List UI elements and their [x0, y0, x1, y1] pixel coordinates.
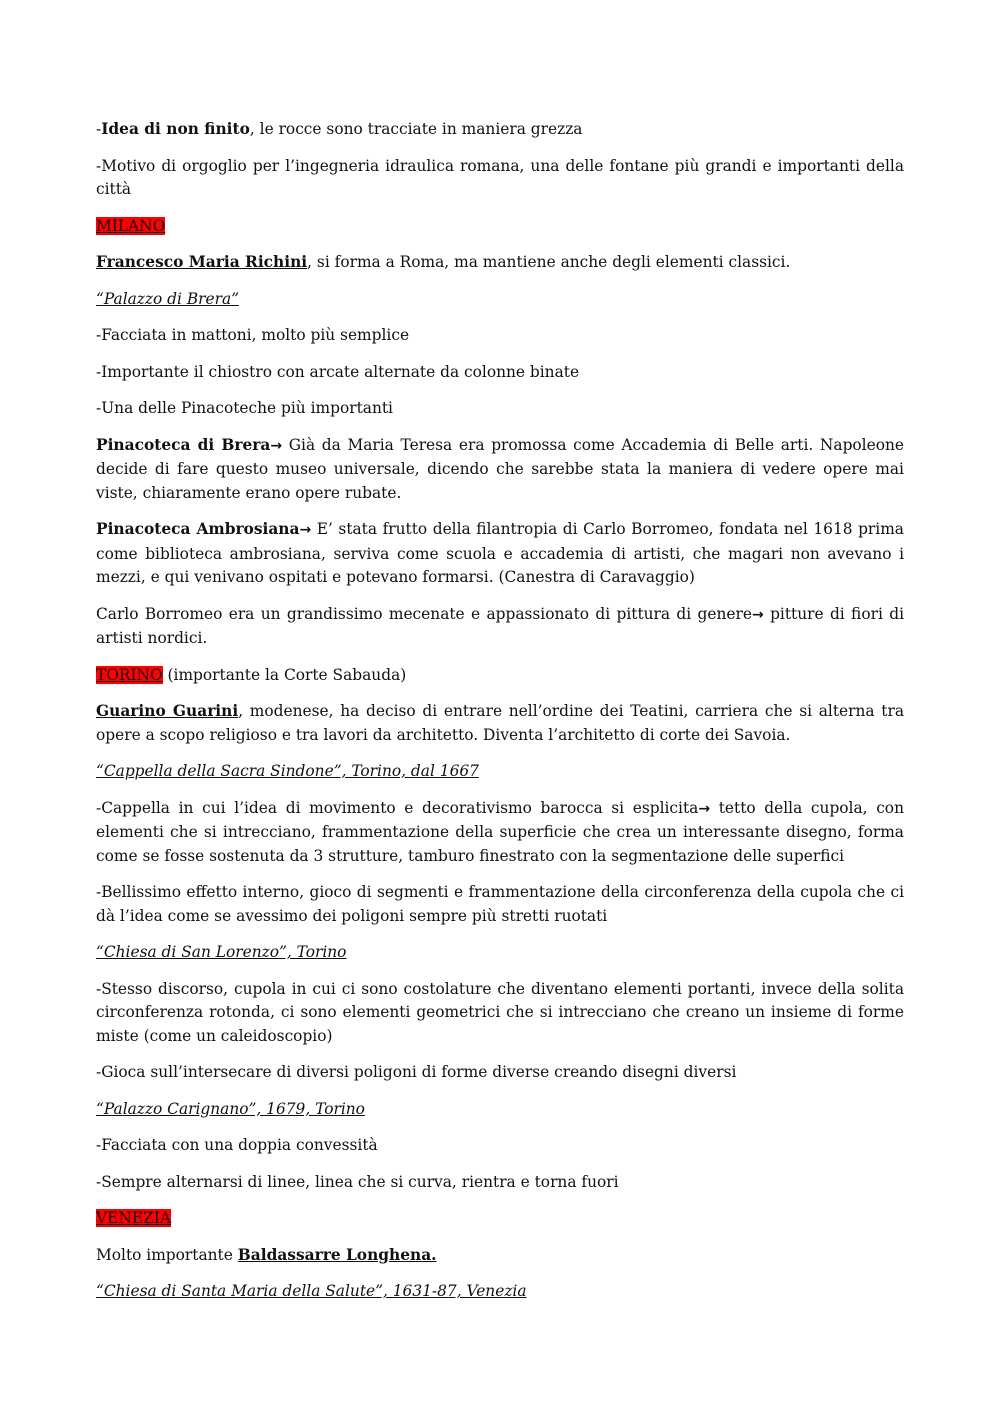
- paragraph-ingegneria: -Motivo di orgoglio per l’ingegneria idraulica romana, una delle fontane più grandi e importanti della città: [96, 156, 904, 198]
- paragraph-text: , le rocce sono tracciate in maniera grezza: [249, 120, 583, 138]
- paragraph-borromeo: [96, 603, 904, 651]
- bold-term: Pinacoteca Ambrosiana: [96, 520, 300, 538]
- paragraph-richini: [96, 251, 904, 275]
- highlighted-heading: MILANO: [96, 216, 166, 235]
- bullet-brera-2: -Importante il chiostro con arcate alternate da colonne binate: [96, 362, 580, 381]
- architect-name: Baldassarre Longhena.: [237, 1245, 437, 1264]
- bold-term: Pinacoteca di Brera: [96, 435, 271, 454]
- paragraph-text: , si forma a Roma, ma mantiene anche degli elementi classici.: [307, 253, 791, 271]
- bullet-carignano-2: -Sempre alternarsi di linee, linea che si curva, rientra e torna fuori: [96, 1172, 619, 1191]
- paragraph-text: Già da Maria Teresa era promossa come Accademia di Belle arti. Napoleone decide di fare questo museo universale, dicendo che sarebbe stata la maniera di vedere opere mai viste, chiaramente erano opere rubate.: [96, 435, 904, 502]
- paragraph-text: , modenese, ha deciso di entrare nell’ordine dei Teatini, carriera che si alterna tra opere a scopo religioso e tra lavori da architetto. Diventa l’architetto di corte dei Savoia.: [96, 702, 905, 744]
- paragraph-text: tetto della cupola, con elementi che si intrecciano, frammentazione della superficie che crea un interessante disegno, forma come se fosse sostenuta da 3 strutture, tamburo finestrato con la segmentazione delle superfici: [96, 798, 904, 865]
- paragraph-lorenzo-2: -Gioca sull’intersecare di diversi poligoni di forme diverse creando disegni diversi: [96, 1063, 737, 1081]
- paragraph-text: Molto importante: [96, 1245, 238, 1264]
- work-title: “Palazzo Carignano”, 1679, Torino: [96, 1099, 365, 1118]
- work-title-carignano: [96, 1098, 904, 1122]
- bold-term: Idea di non finito: [101, 120, 250, 138]
- arrow-right-icon: →: [698, 800, 711, 817]
- paragraph-text: E’ stata frutto della filantropia di Carlo Borromeo, fondata nel 1618 prima come biblioteca ambrosiana, serviva come scuola e accademia di artisti, che magari non avevano i mezzi, e qui venivano ospitati e potevano formarsi. (Canestra di Caravaggio): [96, 520, 904, 586]
- paragraph-sindone-2: -Bellissimo effetto interno, gioco di segmenti e frammentazione della circonferenza della cupola che ci dà l’idea come se avessimo dei poligoni sempre più stretti ruotati: [96, 883, 904, 925]
- work-title-sindone: [96, 760, 904, 784]
- section-heading-venezia: [96, 1207, 904, 1231]
- paragraph-longhena: [96, 1244, 904, 1268]
- arrow-right-icon: →: [752, 606, 764, 623]
- section-heading-milano: [96, 215, 904, 239]
- work-title: “Chiesa di San Lorenzo”, Torino: [96, 943, 347, 961]
- bullet-brera-1: -Facciata in mattoni, molto più semplice: [96, 326, 410, 344]
- section-heading-torino: [96, 664, 904, 688]
- paragraph-lorenzo-1: -Stesso discorso, cupola in cui ci sono costolature che diventano elementi portanti, invece della solita circonferenza rotonda, ci sono elementi geometrici che si intrecciano che creano un insieme di forme miste (come un caleidoscopio): [96, 979, 904, 1045]
- work-title-brera: [96, 288, 904, 312]
- work-title: “Chiesa di Santa Maria della Salute”, 1631-87, Venezia: [96, 1282, 527, 1300]
- paragraph-pinacoteca-ambrosiana: [96, 518, 904, 590]
- bullet-carignano-1: -Facciata con una doppia convessità: [96, 1136, 378, 1154]
- bullet-brera-3: -Una delle Pinacoteche più importanti: [96, 399, 393, 417]
- paragraph-guarini: [96, 700, 904, 747]
- arrow-right-icon: →: [299, 522, 312, 538]
- work-title-lorenzo: [96, 941, 904, 965]
- arrow-right-icon: →: [270, 437, 283, 454]
- work-title: “Palazzo di Brera”: [96, 289, 240, 308]
- highlighted-heading: TORINO: [96, 665, 163, 684]
- heading-note: (importante la Corte Sabauda): [162, 665, 407, 684]
- architect-name: Guarino Guarini: [96, 702, 239, 720]
- paragraph-sindone-1: [96, 797, 904, 869]
- work-title: “Cappella della Sacra Sindone”, Torino, dal 1667: [96, 762, 479, 780]
- highlighted-heading: VENEZIA: [96, 1209, 171, 1227]
- paragraph-pinacoteca-brera: [96, 434, 904, 506]
- work-title-salute: [96, 1280, 904, 1304]
- paragraph-text: pitture di fiori di artisti nordici.: [96, 604, 904, 647]
- paragraph-text: Carlo Borromeo era un grandissimo mecenate e appassionato di pittura di genere: [96, 604, 752, 623]
- architect-name: Francesco Maria Richini: [96, 253, 308, 271]
- paragraph-non-finito: -Idea di non finito, le rocce sono tracciate in maniera grezza: [96, 120, 583, 138]
- paragraph-text: -Cappella in cui l’idea di movimento e decorativismo barocca si esplicita: [96, 798, 699, 817]
